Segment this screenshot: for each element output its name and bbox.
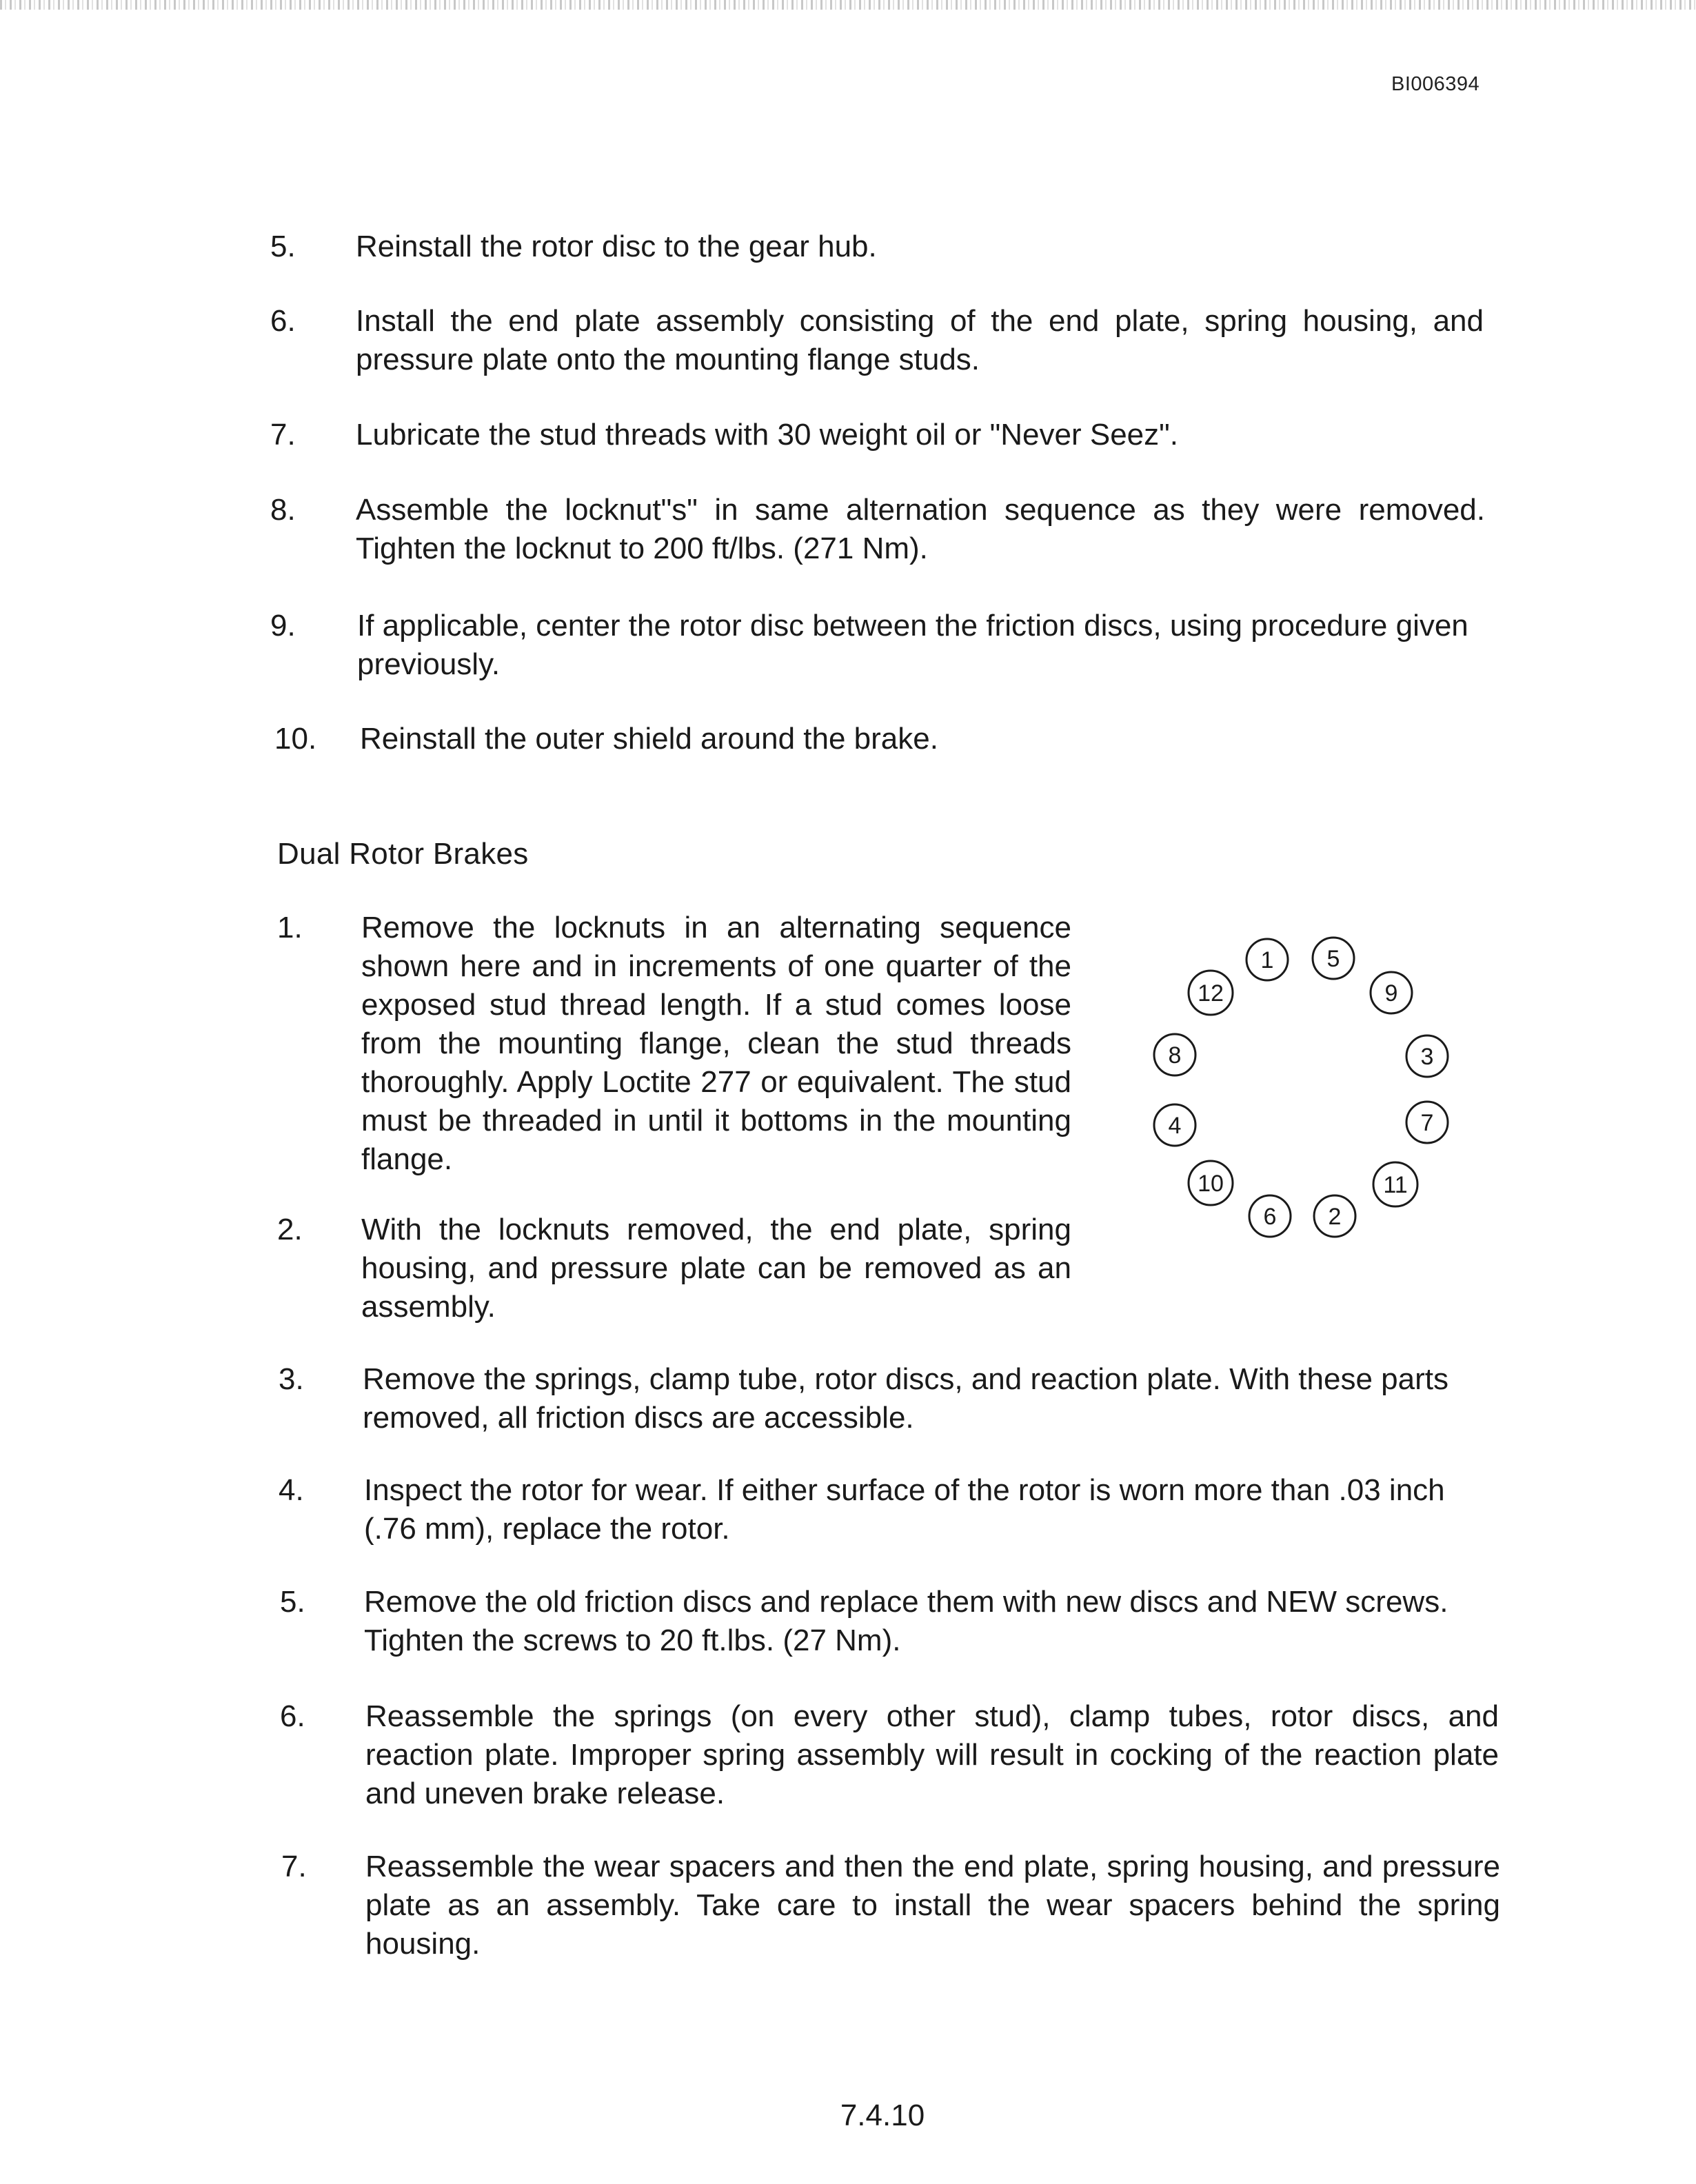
step-number: 8. (270, 493, 296, 527)
step-number: 7. (281, 1850, 307, 1883)
step-text: Remove the springs, clamp tube, rotor discs, and reaction plate. With these parts removed, all friction discs are accessible. (363, 1362, 1448, 1435)
bolt-label: 1 (1260, 947, 1274, 973)
bolt-label: 2 (1328, 1204, 1342, 1230)
step-text: If applicable, center the rotor disc between the friction discs, using procedure given previously. (357, 609, 1468, 681)
step-number: 7. (270, 418, 296, 452)
step-text: Remove the locknuts in an alternating sequence shown here and in increments of one quarter of the exposed stud thread length. If a stud comes loose from the mounting flange, clean the stud threads thoroughly. Apply Loctite 277 or equivalent. The stud must be threaded in until it bottoms in the mounting flange. (361, 911, 1071, 1176)
step-number: 5. (270, 230, 296, 263)
bolt-marker (1154, 1034, 1195, 1075)
bolt-marker (1373, 1162, 1417, 1206)
document-id: BI006394 (1391, 73, 1480, 95)
step-number: 6. (280, 1699, 305, 1733)
step-text: Inspect the rotor for wear. If either surface of the rotor is worn more than .03 inch (.76 mm), replace the rotor. (364, 1473, 1445, 1546)
step-number: 6. (270, 304, 296, 338)
step-number: 5. (280, 1585, 305, 1619)
bolt-label: 11 (1383, 1172, 1408, 1198)
bolt-marker (1154, 1104, 1195, 1146)
bolt-label: 10 (1198, 1171, 1224, 1197)
scan-artifact-line (0, 0, 1696, 10)
bolt-marker (1406, 1102, 1448, 1143)
bolt-marker (1189, 971, 1233, 1015)
step-text: Assemble the locknut"s" in same alternation sequence as they were removed. Tighten the locknut to 200 ft/lbs. (271 Nm). (356, 493, 1485, 565)
bolt-marker (1314, 1195, 1355, 1237)
bolt-marker (1371, 972, 1412, 1013)
step-text: Reinstall the outer shield around the brake. (360, 722, 938, 756)
step-number: 10. (274, 722, 317, 756)
step-text: Remove the old friction discs and replace them with new discs and NEW screws. Tighten the screws to 20 ft.lbs. (27 Nm). (364, 1585, 1448, 1657)
bolt-label: 8 (1168, 1042, 1182, 1069)
step-text: With the locknuts removed, the end plate, spring housing, and pressure plate can be removed as an assembly. (361, 1213, 1071, 1324)
bolt-marker (1313, 938, 1354, 979)
step-number: 9. (270, 609, 296, 643)
step-text: Reassemble the wear spacers and then the end plate, spring housing, and pressure plate as an assembly. Take care to install the wear spacers behind the spring housing. (365, 1850, 1500, 1961)
step-number: 4. (279, 1473, 304, 1507)
step-text: Lubricate the stud threads with 30 weight oil or "Never Seez". (356, 418, 1178, 452)
bolt-label: 12 (1198, 980, 1224, 1007)
bolt-marker (1189, 1161, 1233, 1205)
bolt-marker (1249, 1195, 1291, 1237)
step-text: Reassemble the springs (on every other stud), clamp tubes, rotor discs, and reaction plate. Improper spring assembly will result in cocking of the reaction plate and uneven brake release. (365, 1699, 1499, 1810)
step-number: 1. (277, 911, 303, 944)
bolt-label: 6 (1263, 1204, 1277, 1230)
page-number: 7.4.10 (840, 2099, 925, 2132)
step-number: 2. (277, 1213, 303, 1246)
bolt-label: 9 (1384, 980, 1398, 1007)
bolt-label: 5 (1326, 946, 1340, 972)
locknut-sequence-diagram (1144, 924, 1462, 1255)
bolt-marker (1246, 939, 1288, 980)
bolt-label: 3 (1420, 1044, 1434, 1070)
step-text: Reinstall the rotor disc to the gear hub. (356, 230, 877, 263)
step-text: Install the end plate assembly consisting of the end plate, spring housing, and pressure plate onto the mounting flange studs. (356, 304, 1484, 376)
section-heading: Dual Rotor Brakes (277, 837, 529, 871)
bolt-label: 4 (1168, 1113, 1182, 1139)
bolt-label: 7 (1420, 1110, 1434, 1136)
step-number: 3. (279, 1362, 304, 1396)
bolt-marker (1406, 1035, 1448, 1077)
